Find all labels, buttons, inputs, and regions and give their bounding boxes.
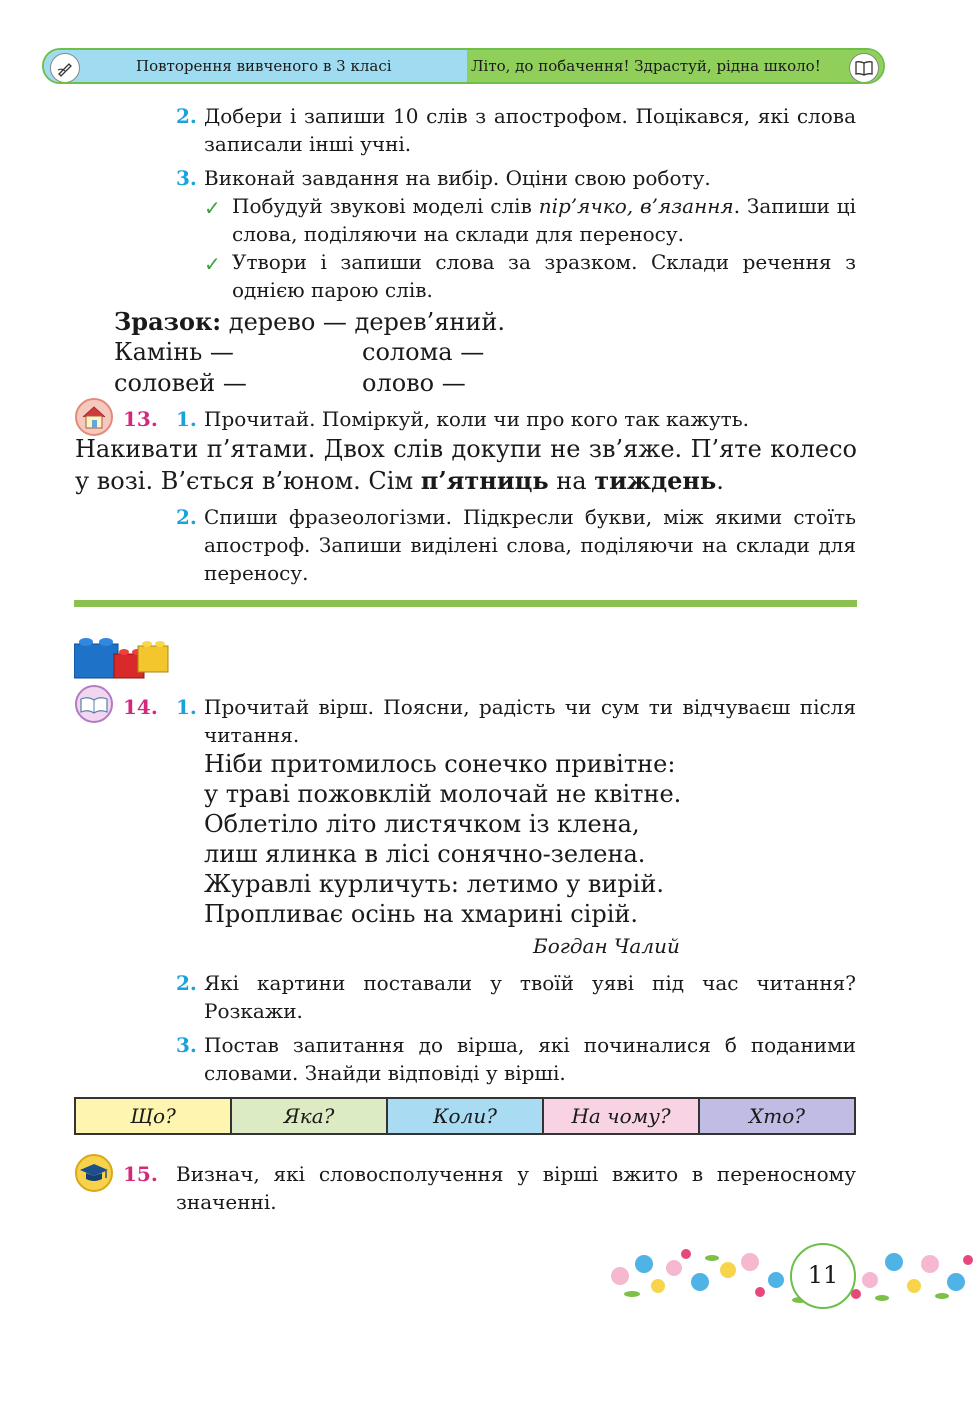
header-right-section xyxy=(467,50,883,82)
question-word-cell: Що? xyxy=(75,1098,231,1134)
poem-line: Облетіло літо листячком із клена, xyxy=(204,810,640,838)
house-icon xyxy=(75,398,113,436)
item-number: 1. xyxy=(176,407,197,431)
item-number: 2. xyxy=(176,505,197,529)
ex13-number xyxy=(123,405,158,433)
exercise-number: 13. xyxy=(123,407,158,431)
section-divider xyxy=(74,600,857,607)
header-left-title: Повторення вивченого в 3 класі xyxy=(136,57,392,75)
ex14-item1-number xyxy=(176,693,197,721)
idiom-bold-word: п’ятниць xyxy=(420,466,549,495)
ex13-item2-number xyxy=(176,503,197,531)
ex14-number xyxy=(123,693,158,721)
item-number: 1. xyxy=(176,695,197,719)
check1-words: пір’ячко, в’язання xyxy=(538,194,734,218)
ex14-item2-text: Які картини поставали у твоїй уяві під час читання? Розкажи. xyxy=(204,971,856,1023)
check1-text-b: . Запиши ці слова, поділяючи на склади для переносу. xyxy=(232,194,856,246)
ex13-idioms xyxy=(75,434,857,497)
header-right-title: Літо, до побачення! Здрастуй, рідна школо! xyxy=(471,57,821,75)
poem-line: лиш ялинка в лісі сонячно-зелена. xyxy=(204,840,646,868)
question-word-cell: На чому? xyxy=(543,1098,699,1134)
checkmark-icon: ✓ xyxy=(204,252,221,276)
word-soloma: солома — xyxy=(362,338,485,366)
book-icon xyxy=(849,53,879,83)
ex13-item2-text: Спиши фразеологізми. Підкресли букви, між якими стоїть апостроф. Запиши виділені слова, поділяючи на склади для переносу. xyxy=(204,505,856,585)
page-number: 11 xyxy=(807,1261,839,1289)
question-word-cell: Хто? xyxy=(699,1098,855,1134)
word-olovo: олово — xyxy=(362,369,466,397)
exercise-number: 14. xyxy=(123,695,158,719)
ex12-item2-text: Добери і запиши 10 слів з апострофом. Поцікався, які слова записали інші учні. xyxy=(204,104,856,156)
idioms-end: . xyxy=(716,467,724,495)
poem-line: Пропливає осінь на хмарині сірій. xyxy=(204,900,639,928)
pen-icon xyxy=(50,53,80,83)
graduation-cap-icon xyxy=(75,1154,113,1192)
lego-blocks-icon xyxy=(74,632,170,684)
ex14-item2-number xyxy=(176,969,197,997)
checkmark-icon: ✓ xyxy=(204,196,221,220)
ex12-item3-text: Виконай завдання на вибір. Оціни свою роботу. xyxy=(204,166,711,190)
ex14-item1-text: Прочитай вірш. Поясни, радість чи сум ти відчуваєш після читання. xyxy=(204,695,856,747)
poem-line: Ніби притомилось сонечко привітне: xyxy=(204,750,676,778)
ex12-item3-number xyxy=(176,164,197,192)
idiom-bold-word: тиждень xyxy=(594,466,717,495)
poem-author: Богдан Чалий xyxy=(533,934,680,958)
ex15-text: Визнач, які словосполучення у вірші вжито в переносному значенні. xyxy=(176,1162,856,1214)
check1-text-a: Побудуй звукові моделі слів xyxy=(232,194,539,218)
idioms-text: Накивати п’ятами. Двох слів докупи не зв’яже. П’яте колесо у возі. В’ється в’юном. Сім xyxy=(75,435,857,495)
exercise-number: 15. xyxy=(123,1162,158,1186)
poem-line: у траві пожовклій молочай не квітне. xyxy=(204,780,682,808)
question-word-cell: Яка? xyxy=(231,1098,387,1134)
table-row xyxy=(75,1098,855,1134)
question-words-table xyxy=(74,1097,856,1135)
ex14-item3-number xyxy=(176,1031,197,1059)
item-number: 2. xyxy=(176,971,197,995)
word-solovei: соловей — xyxy=(114,369,247,397)
page-header xyxy=(42,48,885,84)
ex13-item1-number xyxy=(176,405,197,433)
poem-line: Журавлі курличуть: летимо у вирій. xyxy=(204,870,664,898)
question-word-cell: Коли? xyxy=(387,1098,543,1134)
sample-line xyxy=(114,306,505,338)
book-open-icon xyxy=(75,685,113,723)
flowers-decoration xyxy=(600,1240,980,1310)
ex13-item1-text: Прочитай. Поміркуй, коли чи про кого так кажуть. xyxy=(204,407,749,431)
word-kamin: Камінь — xyxy=(114,338,234,366)
idioms-mid: на xyxy=(548,467,595,495)
ex14-item3-text: Постав запитання до вірша, які починалися б поданими словами. Знайди відповіді у вірші. xyxy=(204,1033,856,1085)
item-number: 3. xyxy=(176,1033,197,1057)
header-left-section xyxy=(44,50,467,82)
item-number: 3. xyxy=(176,166,197,190)
ex12-check2: Утвори і запиши слова за зразком. Склади речення з однією парою слів. xyxy=(232,250,856,302)
sample-label: Зразок: xyxy=(114,307,222,336)
ex15-number xyxy=(123,1160,158,1188)
ex12-check1 xyxy=(232,192,856,248)
item-number: 2. xyxy=(176,104,197,128)
sample-text: дерево — дерев’яний. xyxy=(221,308,505,336)
